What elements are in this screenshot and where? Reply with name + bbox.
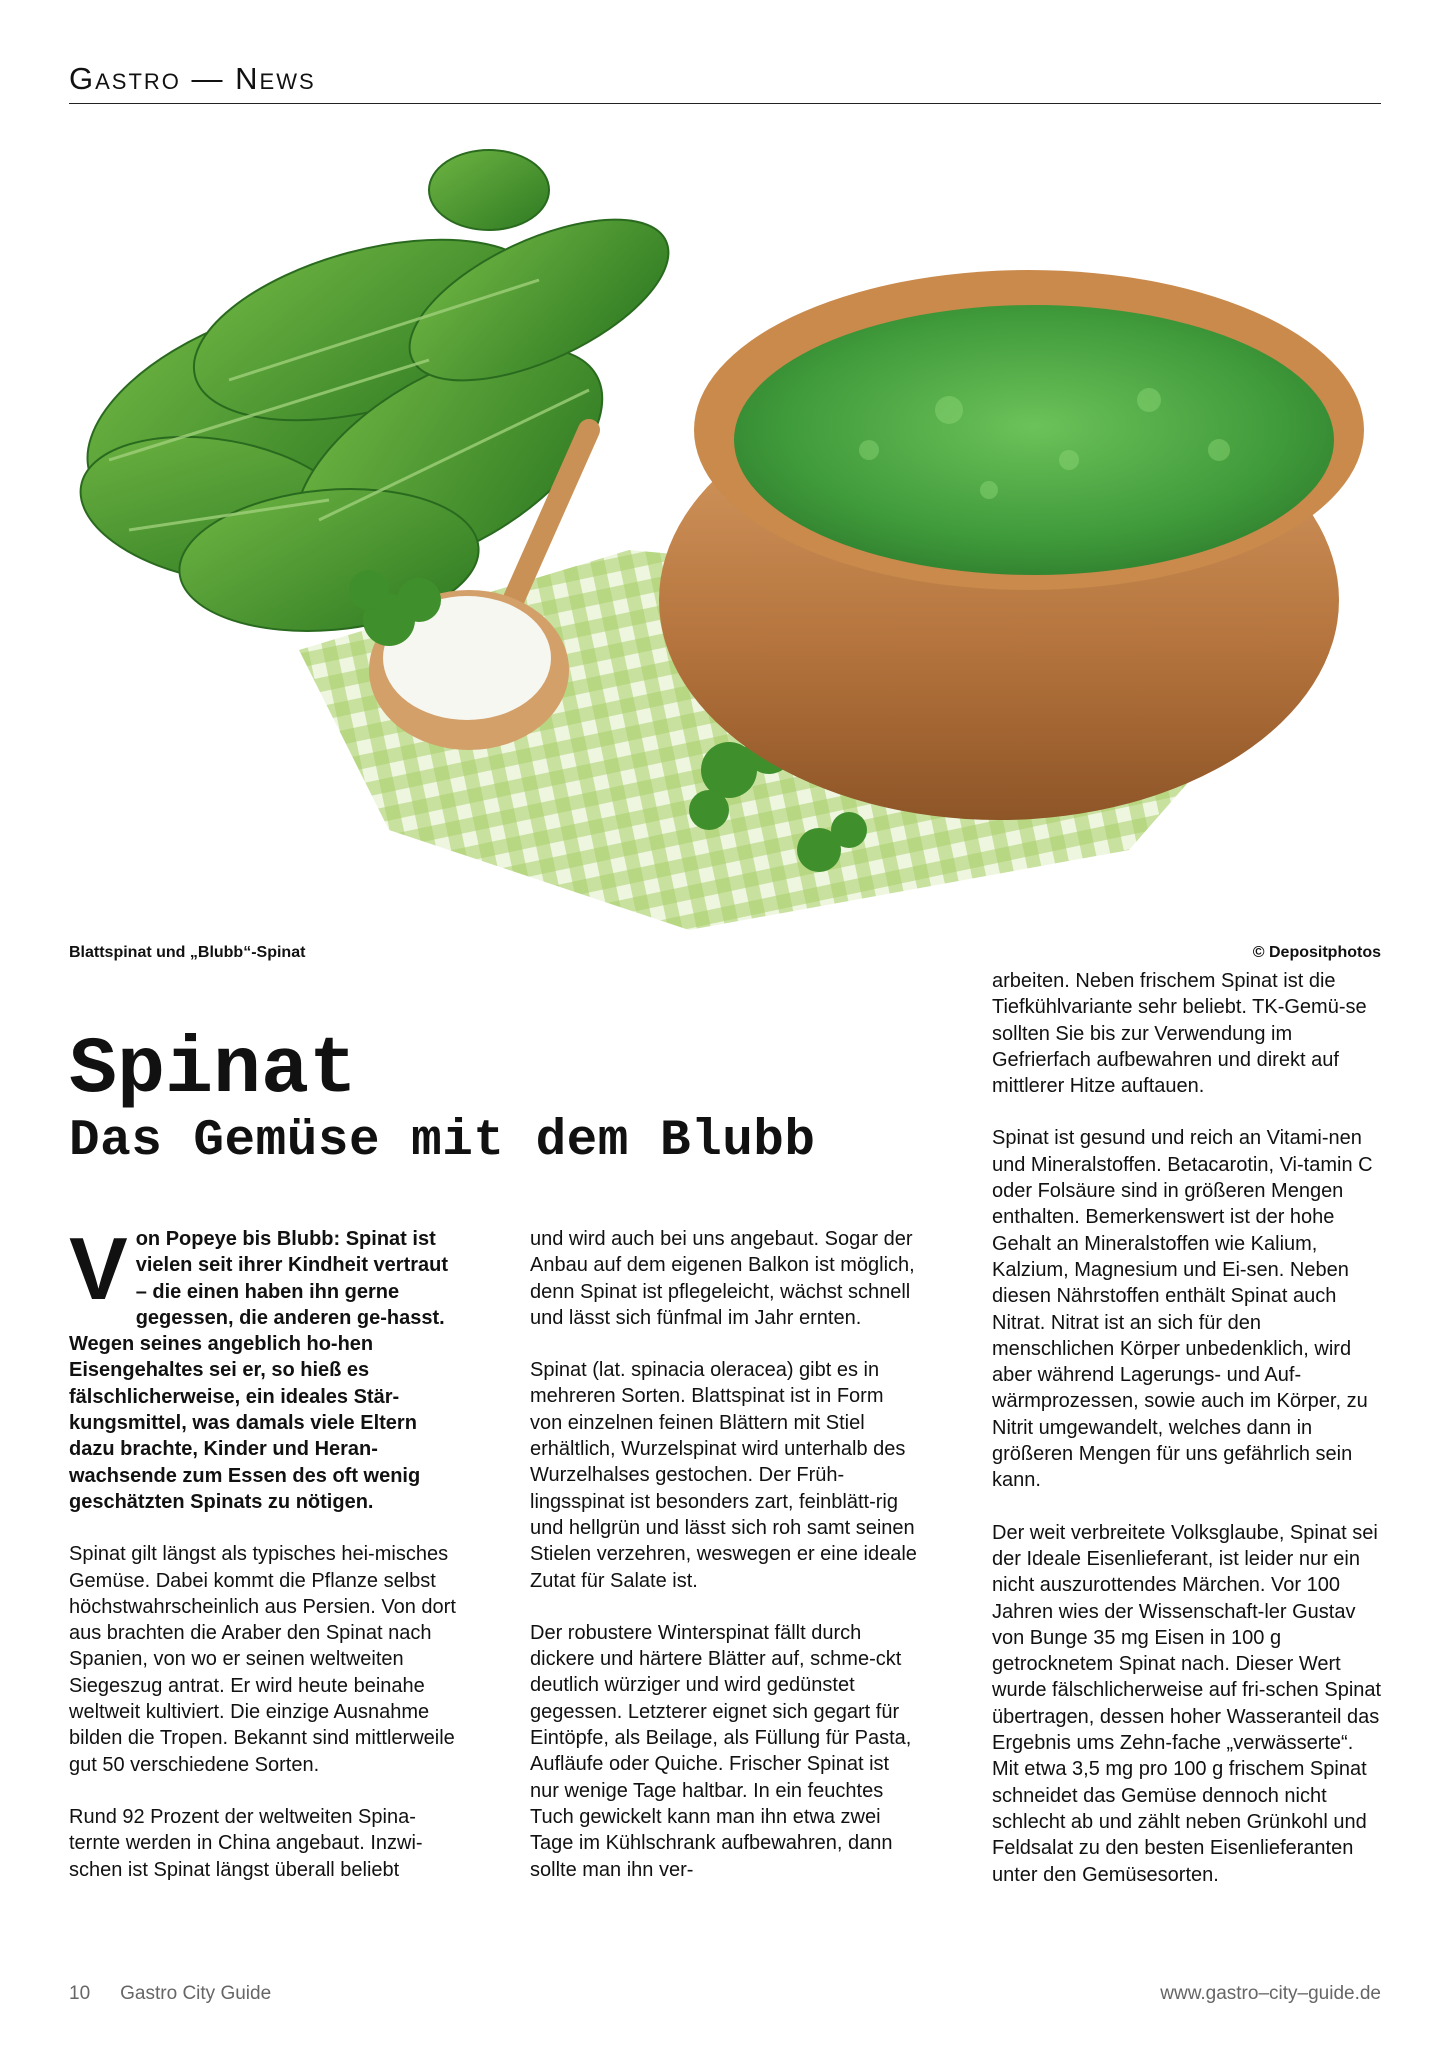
paragraph: arbeiten. Neben frischem Spinat ist die Tiefkühlvariante sehr beliebt. TK-Gemü-se sollten Sie bis zur Verwendung im Gefrierfach aufbewahren und direkt auf mittlerer Hitze auftauen.: [992, 970, 1367, 1098]
article-column-1: [69, 1219, 459, 1883]
publication-name: Gastro City Guide: [120, 1983, 272, 2004]
section-initial-1: G: [69, 61, 96, 96]
paragraph: Der weit verbreitete Volksglaube, Spinat sei der Ideale Eisenlieferant, ist leider nur ein nicht auszurottendes Märchen. Vor 100 Jahren wies der Wissenschaft-ler Gustav von Bunge 35 mg Eisen in 100 g getrocknetem Spinat nach. Dieser Wert wurde fälschlicherweise auf fri-schen Spinat übertragen, dessen hoher Wasseranteil das Ergebnis ums Zehn-fache „verwässerte“. Mit etwa 3,5 mg pro 100 g frischem Spinat schneidet das Gemüse dennoch nicht schlecht ab und zählt neben Grünkohl und Feldsalat zu den besten Eisenlieferanten unter den Gemüsesorten.: [992, 1521, 1382, 1886]
footer-left: [69, 1983, 271, 2005]
article-column-3: [992, 968, 1382, 1888]
paragraph: Der robustere Winterspinat fällt durch dickere und härtere Blätter auf, schme-ckt deutlich würziger und wird gedünstet gegessen. Letzterer eignet sich gegart für Eintöpfe, als Beilage, als Füllung für Pasta, Aufläufe oder Quiche. Frischer Spinat ist nur wenige Tage haltbar. In ein feuchtes Tuch gewickelt kann man ihn etwa zwei Tage im Kühlschrank aufbewahren, dann sollte man ihn ver-: [530, 1621, 912, 1881]
paragraph: und wird auch bei uns angebaut. Sogar der Anbau auf dem eigenen Balkon ist möglich, denn Spinat ist pflegeleicht, wächst schnell und lässt sich fünfmal im Jahr ernten.: [530, 1228, 915, 1329]
photo-credit: © Depositphotos: [1252, 944, 1381, 961]
hero-photo-spinach-soup: [69, 130, 1381, 940]
article-title: Spinat: [69, 1025, 358, 1116]
footer-url: www.gastro–city–guide.de: [1160, 1983, 1381, 2004]
lead-text: on Popeye bis Blubb: Spinat ist vielen seit ihrer Kindheit vertraut – die einen haben ihn gerne gegessen, die anderen ge-hasst. Wegen seines angeblich ho-hen Eisengehaltes sei er, so hieß es fälschlicherweise, ein ideales Stär-kungsmittel, was damals viele Eltern dazu brachte, Kinder und Heran-wachsende zum Essen des oft wenig geschätzten Spinats zu nötigen.: [69, 1228, 449, 1513]
page-number: 10: [69, 1983, 91, 2004]
paragraph: Rund 92 Prozent der weltweiten Spina-ternte werden in China angebaut. Inzwi-schen ist Spinat längst überall beliebt: [69, 1805, 423, 1881]
section-dash: —: [180, 61, 236, 96]
section-header: [69, 60, 1381, 104]
section-word-2: EWS: [259, 69, 316, 94]
section-word-1: ASTRO: [95, 69, 181, 94]
section-initial-2: N: [235, 61, 260, 96]
photo-caption: Blattspinat und „Blubb“-Spinat: [69, 944, 306, 961]
paragraph: Spinat ist gesund und reich an Vitami-nen und Mineralstoffen. Betacarotin, Vi-tamin C oder Folsäure sind in größeren Mengen enthalten. Bemerkenswert ist der hohe Gehalt an Mineralstoffen wie Kalium, Kalzium, Magnesium und Ei-sen. Neben diesen Nährstoffen enthält Spinat auch Nitrat. Nitrat ist an sich für den menschlichen Körper unbedenklich, wird aber während Lagerungs- und Auf-wärmprozessen, sowie auch im Körper, zu Nitrit umgewandelt, welches dann in größeren Mengen für uns gefährlich sein kann.: [992, 1127, 1373, 1492]
article-subtitle: Das Gemüse mit dem Blubb: [69, 1113, 816, 1170]
article-lead: [69, 1219, 459, 1515]
paragraph: Spinat (lat. spinacia oleracea) gibt es in mehreren Sorten. Blattspinat ist in Form von einzelnen feinen Blättern mit Stiel erhältlich, Wurzelspinat wird unterhalb des Wurzelhalses gestochen. Der Früh-lingsspinat ist besonders zart, feinblätt-rig und hellgrün und lässt sich roh samt seinen Stielen verzehren, weswegen er eine ideale Zutat für Salate ist.: [530, 1359, 917, 1592]
spinach-soup-illustration: [69, 130, 1381, 940]
article-column-2: [530, 1226, 920, 1883]
paragraph: Spinat gilt längst als typisches hei-misches Gemüse. Dabei kommt die Pflanze selbst höchstwahrscheinlich aus Persien. Von dort aus brachten die Araber den Spinat nach Spanien, von wo er seinen weltweiten Siegeszug antrat. Er wird heute beinahe weltweit kultiviert. Die einzige Ausnahme bilden die Tropen. Bekannt sind mittlerweile gut 50 verschiedene Sorten.: [69, 1543, 456, 1776]
drop-cap: V: [69, 1219, 128, 1318]
